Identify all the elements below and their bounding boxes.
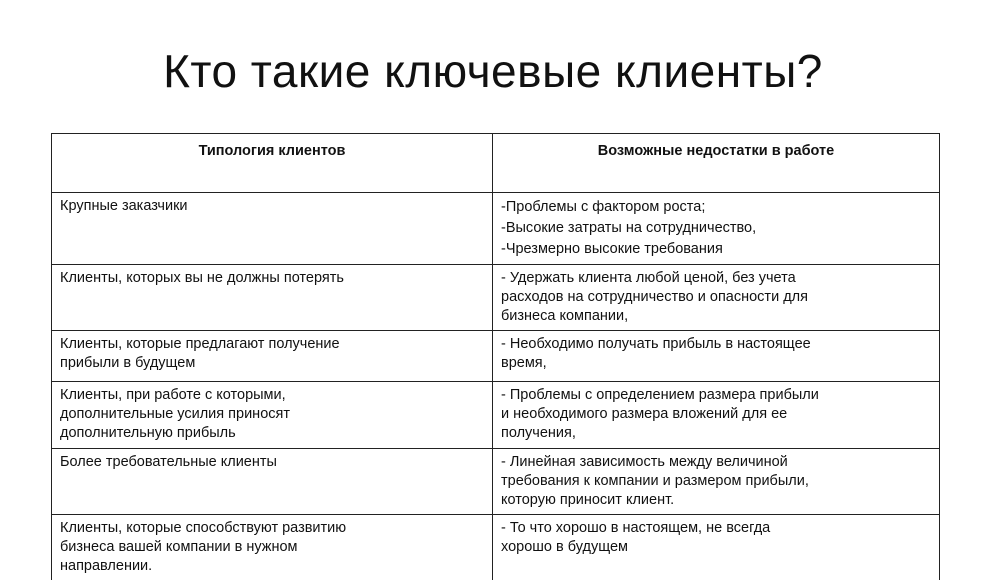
cell-line: - Проблемы с определением размера прибыли: [501, 387, 819, 403]
client-type-cell: [52, 331, 493, 382]
drawbacks-cell: [493, 331, 940, 382]
table-row: [52, 382, 940, 449]
cell-line: и необходимого размера вложений для ее: [501, 406, 788, 422]
drawbacks-cell: [493, 449, 940, 515]
cell-line: бизнеса вашей компании в нужном: [60, 539, 298, 555]
cell-line: расходов на сотрудничество и опасности для: [501, 289, 808, 305]
cell-line: которую приносит клиент.: [501, 492, 675, 508]
cell-line: Крупные заказчики: [60, 198, 188, 214]
cell-line: -Чрезмерно высокие требования: [501, 241, 723, 257]
cell-line: получения,: [501, 425, 576, 441]
cell-line: Клиенты, которые предлагают получение: [60, 336, 340, 352]
cell-line: - Линейная зависимость между величиной: [501, 454, 788, 470]
cell-line: дополнительные усилия приносят: [60, 406, 290, 422]
cell-line: направлении.: [60, 558, 153, 574]
header-possible-drawbacks: Возможные недостатки в работе: [493, 134, 940, 193]
client-type-cell: [52, 449, 493, 515]
cell-line: Клиенты, при работе с которыми,: [60, 387, 286, 403]
client-type-cell: [52, 193, 493, 265]
cell-line: -Проблемы с фактором роста;: [501, 199, 706, 215]
cell-line: прибыли в будущем: [60, 355, 196, 371]
cell-line: Более требовательные клиенты: [60, 454, 277, 470]
page-title: Кто такие ключевые клиенты?: [163, 45, 823, 97]
table-row: [52, 515, 940, 580]
cell-line: - Необходимо получать прибыль в настоящее: [501, 336, 811, 352]
client-type-cell: [52, 265, 493, 331]
drawbacks-cell: [493, 382, 940, 449]
drawbacks-cell: [493, 515, 940, 580]
cell-line: -Высокие затраты на сотрудничество,: [501, 220, 757, 236]
drawbacks-cell: [493, 193, 940, 265]
cell-line: требования к компании и размером прибыли,: [501, 473, 809, 489]
drawbacks-cell: [493, 265, 940, 331]
header-client-typology: Типология клиентов: [52, 134, 493, 193]
table-row: [52, 265, 940, 331]
client-type-cell: [52, 515, 493, 580]
client-type-cell: [52, 382, 493, 449]
cell-line: время,: [501, 355, 547, 371]
cell-line: - То что хорошо в настоящем, не всегда: [501, 520, 771, 536]
cell-line: бизнеса компании,: [501, 308, 629, 324]
cell-line: дополнительную прибыль: [60, 425, 236, 441]
cell-line: хорошо в будущем: [501, 539, 629, 555]
table-header-row: [52, 134, 940, 193]
client-typology-table: [51, 133, 940, 580]
table-row: [52, 449, 940, 515]
cell-line: - Удержать клиента любой ценой, без учета: [501, 270, 796, 286]
cell-line: Клиенты, которые способствуют развитию: [60, 520, 347, 536]
table-row: [52, 331, 940, 382]
table-row: [52, 193, 940, 265]
cell-line: Клиенты, которых вы не должны потерять: [60, 270, 344, 286]
